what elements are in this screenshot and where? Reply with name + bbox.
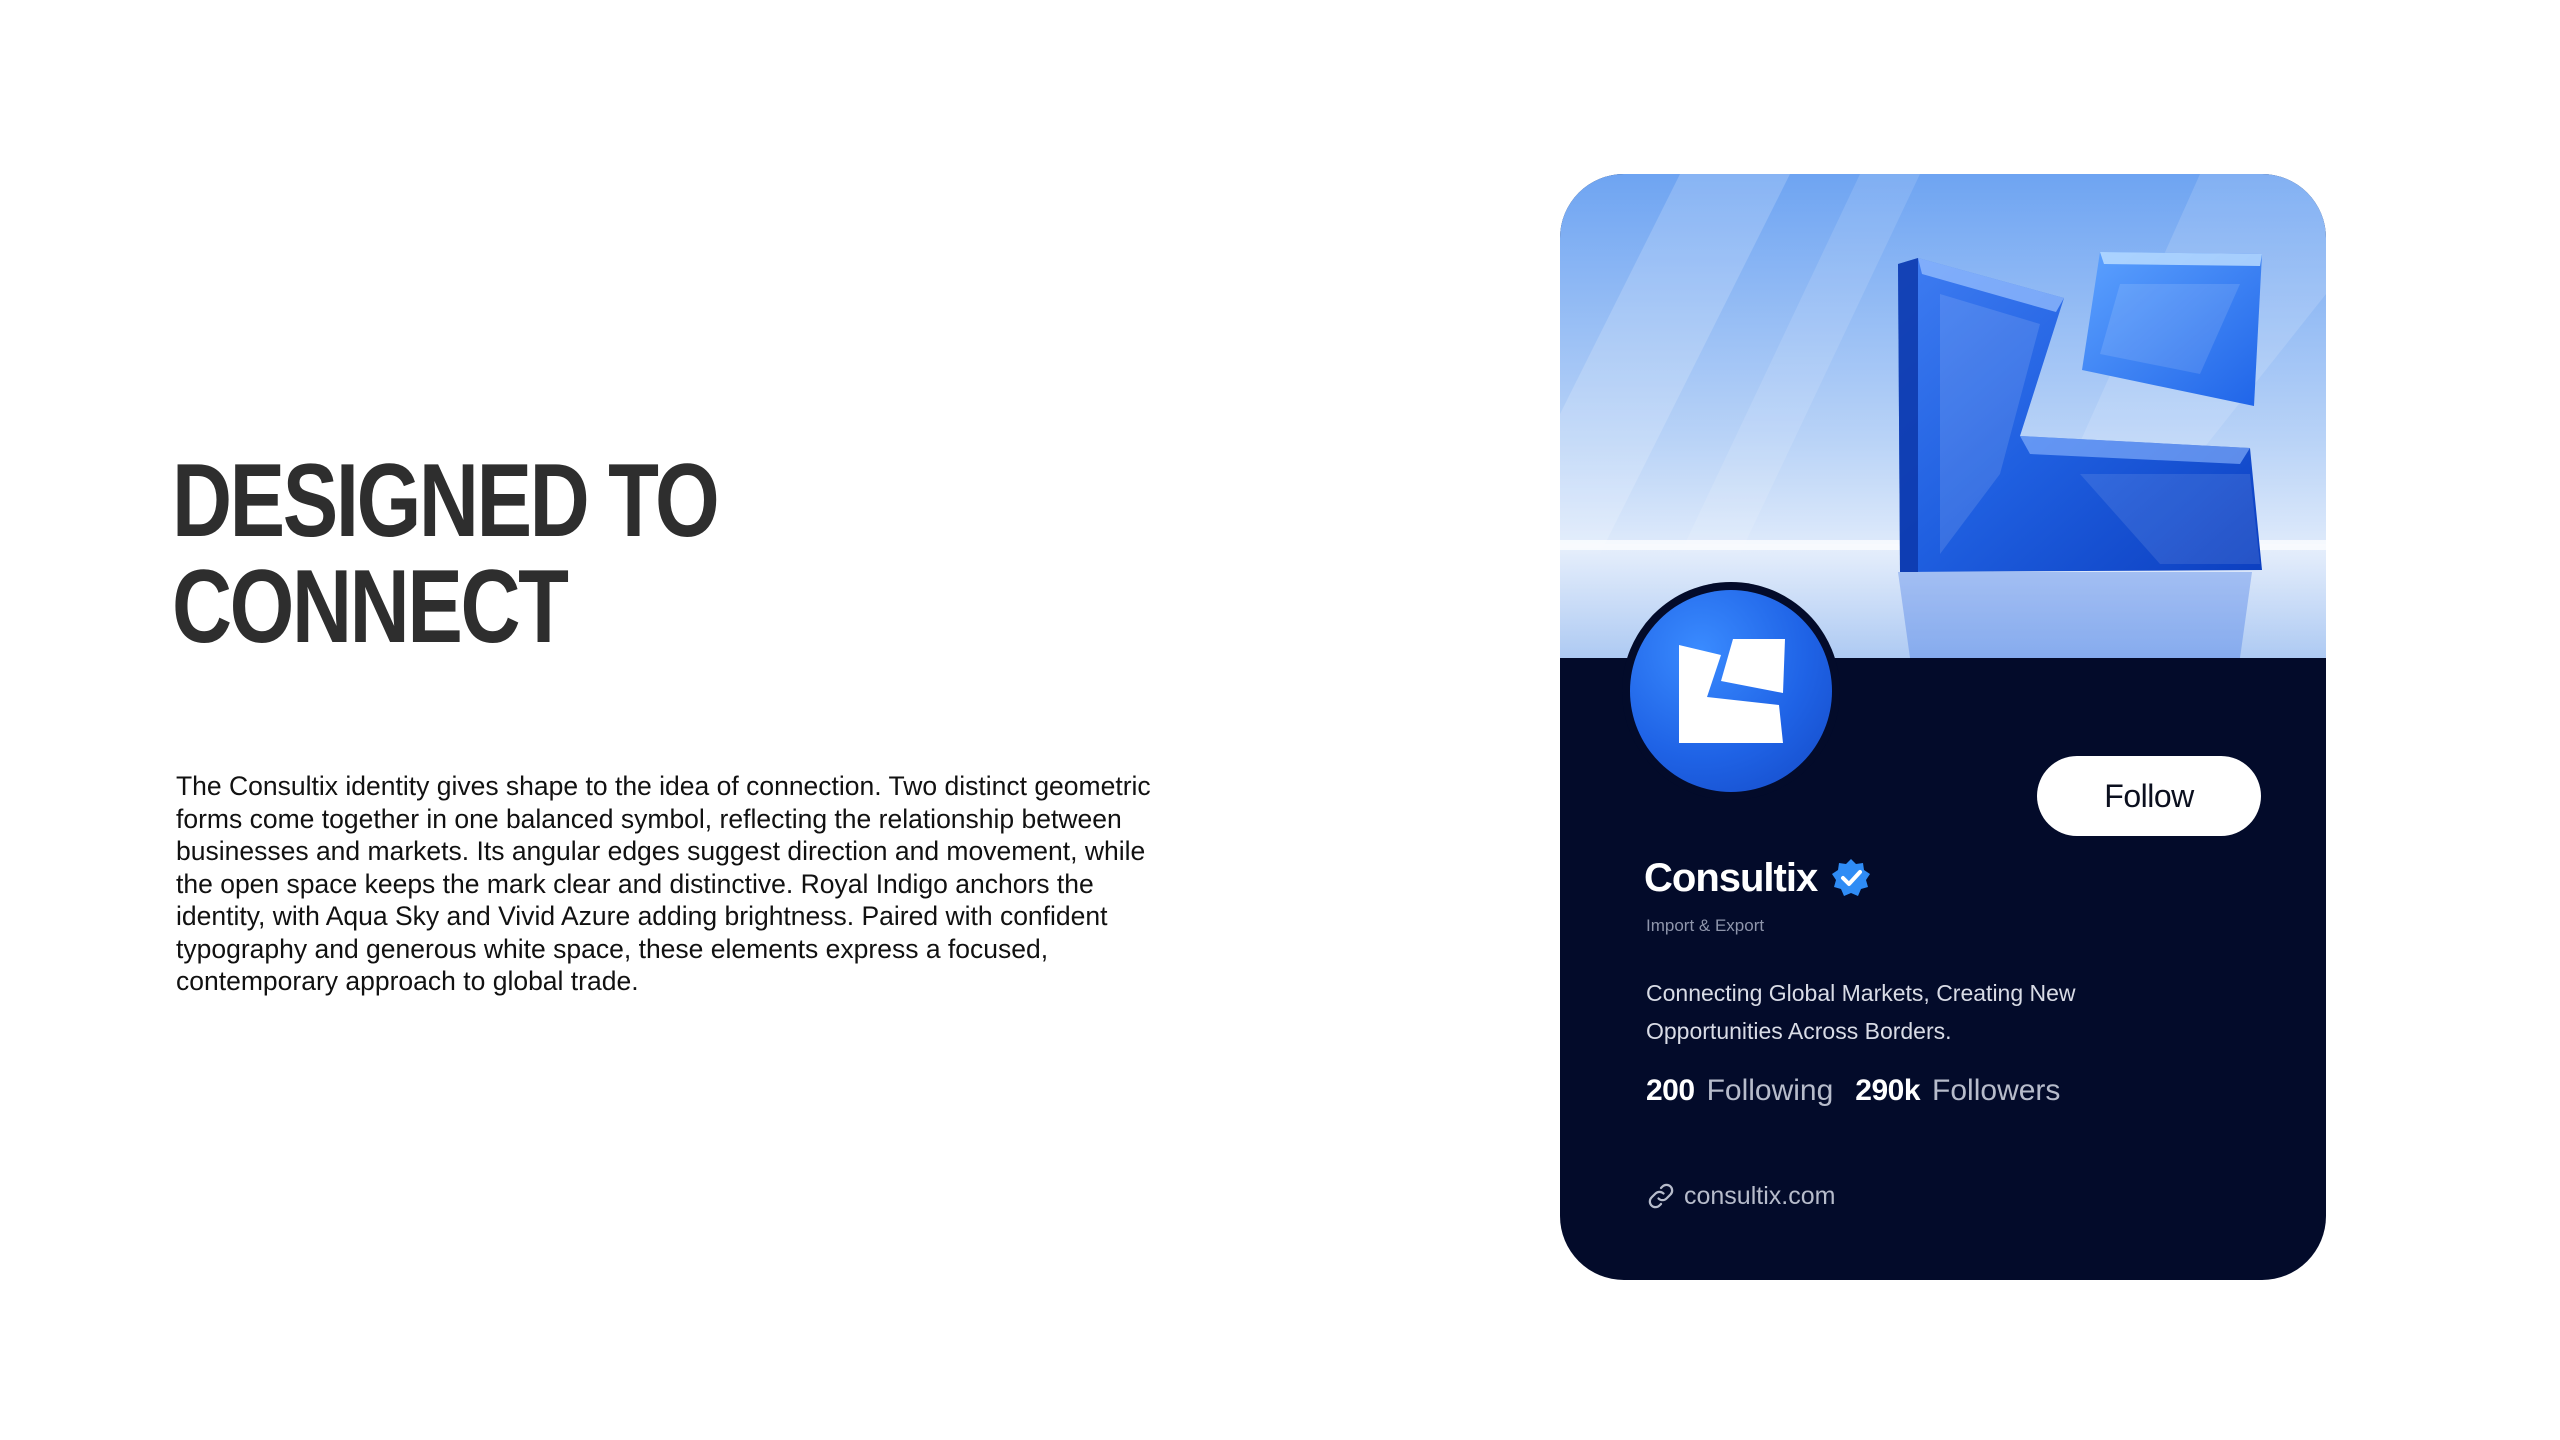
consultix-logo-icon xyxy=(1675,635,1787,747)
website-url[interactable]: consultix.com xyxy=(1684,1181,1836,1210)
website-link[interactable] xyxy=(1646,1176,1835,1216)
profile-name-row xyxy=(1644,850,1871,906)
followers-label[interactable]: Followers xyxy=(1932,1074,2061,1107)
profile-avatar[interactable] xyxy=(1622,582,1840,800)
cover-image xyxy=(1560,174,2326,658)
following-label[interactable]: Following xyxy=(1706,1074,1834,1107)
headline xyxy=(172,443,718,665)
followers-count[interactable]: 290k xyxy=(1855,1074,1921,1107)
profile-name: Consultix xyxy=(1644,855,1818,900)
headline-line-1: DESIGNED TO xyxy=(172,443,718,559)
following-count[interactable]: 200 xyxy=(1646,1074,1695,1107)
follow-button[interactable]: Follow xyxy=(2037,756,2261,836)
body-paragraph: The Consultix identity gives shape to the idea of connection. Two distinct geometric forms come together in one balanced symbol, reflecting the relationship between businesses and markets. Its angular edges suggest direction and movement, while the open space keeps the mark clear and distinctive. Royal Indigo anchors the identity, with Aqua Sky and Vivid Azure adding brightness. Paired with confident typography and generous white space, these elements express a focused, contemporary approach to global trade. xyxy=(176,771,1151,996)
avatar-logo xyxy=(1630,590,1832,792)
headline-line-2: CONNECT xyxy=(172,549,567,665)
link-icon xyxy=(1646,1181,1676,1211)
profile-card xyxy=(1560,174,2326,1280)
profile-bio: Connecting Global Markets, Creating New Opportunities Across Borders. xyxy=(1646,980,2076,1044)
profile-category: Import & Export xyxy=(1646,916,1765,935)
verified-badge-icon xyxy=(1831,858,1871,898)
profile-stats xyxy=(1646,1074,2082,1108)
